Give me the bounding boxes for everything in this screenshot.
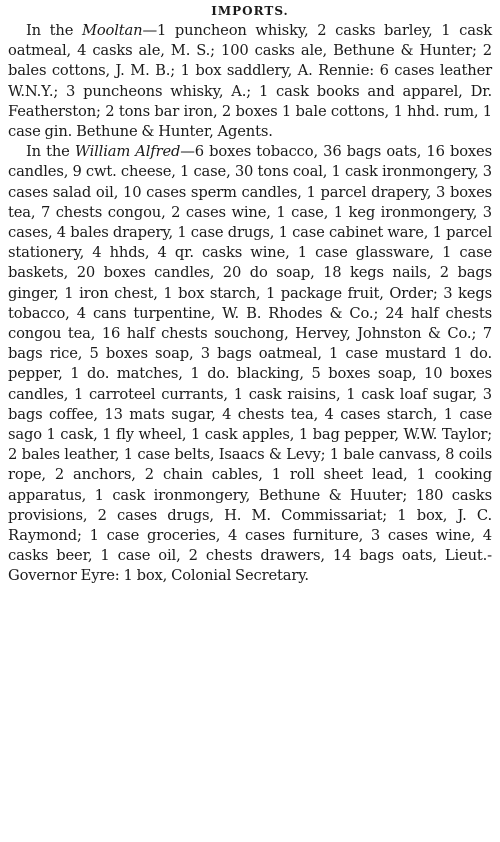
paragraph-lead: In the xyxy=(26,143,75,161)
paragraph-lead: In the xyxy=(26,22,82,39)
ship-name-mooltan: Mooltan xyxy=(81,22,143,39)
cargo-list-mooltan: —1 puncheon whisky, 2 casks barley, 1 cask oatmeal, 4 casks ale, M. S.; 100 casks ale, Bethune & Hunter; 2 bales cottons, J. M. B.; 1 box saddlery, A. Rennie: 6 cases leather W.N.Y.; 3 puncheons whisky, A.; 1 cask books and apparel, Dr. Featherston; 2 tons bar iron, 2 boxes 1 bale cottons, 1 hhd. rum, 1 case gin. Bethune & Hunter, Agents. xyxy=(8,22,492,141)
cargo-list-william-alfred: —6 boxes tobacco, 36 bags oats, 16 boxes candles, 9 cwt. cheese, 1 case, 30 tons coal, 1 cask ironmongery, 3 cases salad oil, 10 cases sperm candles, 1 parcel drapery, 3 boxes tea, 7 chests congou, 2 cases wine, 1 case, 1 keg ironmongery, 3 cases, 4 bales drapery, 1 case drugs, 1 case cabinet ware, 1 parcel stationery, 4 hhds, 4 qr. casks wine, 1 case glassware, 1 case baskets, 20 boxes candles, 20 do soap, 18 kegs nails, 2 bags ginger, 1 iron chest, 1 box starch, 1 package fruit, Order; 3 kegs tobacco, 4 cans turpentine, W. B. Rhodes & Co.; 24 half chests congou tea, 16 half chests souchong, Hervey, Johnston & Co.; 7 bags rice, 5 boxes soap, 3 bags oatmeal, 1 case mustard 1 do. pepper, 1 do. matches, 1 do. blacking, 5 boxes soap, 10 boxes candles, 1 carroteel currants, 1 cask raisins, 1 cask loaf sugar, 3 bags coffee, 13 mats sugar, 4 chests tea, 4 cases starch, 1 case sago 1 cask, 1 fly wheel, 1 cask apples, 1 bag pepper, W.W. Taylor; 2 bales leather, 1 case belts, Isaacs & Levy; 1 bale canvass, 8 coils rope, 2 anchors, 2 chain cables, 1 roll sheet lead, 1 cooking apparatus, 1 cask ironmongery, Bethune & Huuter; 180 casks provisions, 2 cases drugs, H. M. Commissariat; 1 box, J. C. Raymond; 1 case groceries, 4 cases furniture, 3 cases wine, 4 casks beer, 1 case oil, 2 chests drawers, 14 bags oats, Lieut.-Governor Eyre: 1 box, Colonial Secretary. xyxy=(8,143,492,585)
section-heading: IMPORTS. xyxy=(211,4,289,18)
mooltan-import-paragraph xyxy=(8,21,492,142)
ship-name-william-alfred: William Alfred xyxy=(74,143,181,161)
william-alfred-import-paragraph xyxy=(8,142,492,586)
